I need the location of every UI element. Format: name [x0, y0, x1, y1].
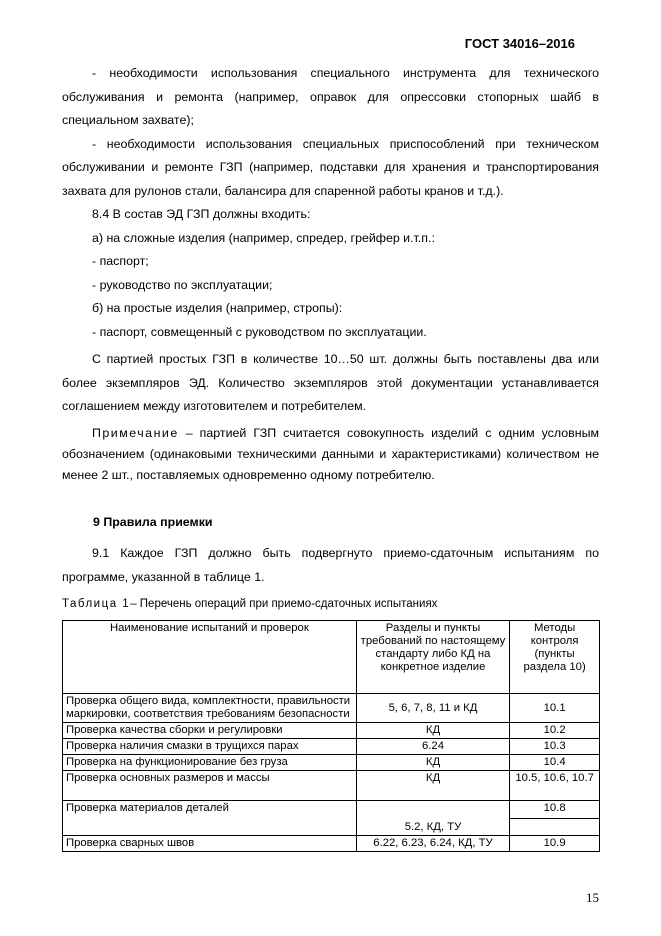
paragraph: 8.4 В состав ЭД ГЗП должны входить: — [92, 207, 311, 221]
cell-methods: 10.3 — [510, 739, 600, 755]
cell-name: Проверка материалов деталей — [63, 801, 357, 836]
cell-sections: КД — [356, 771, 509, 801]
table-row — [63, 771, 600, 801]
body-text-block-2 — [62, 542, 599, 589]
cell-sections: 5, 6, 7, 8, 11 и КД — [356, 694, 509, 723]
cell-sections: КД — [356, 755, 509, 771]
table-row — [63, 739, 600, 755]
cell-sections: 6.22, 6.23, 6.24, КД, ТУ — [356, 836, 509, 852]
body-text-block-1 — [62, 62, 599, 486]
header-cell-methods: Методы контроля (пункты раздела 10) — [510, 621, 600, 694]
paragraph: - необходимости использования специальных приспособлений при техническом обслуживании и ремонте ГЗП (например, подставки для хранения и транспортирования захвата для рулонов стали, балансира для спаренной работы кранов и т.д.). — [62, 136, 599, 198]
cell-methods: 10.1 — [510, 694, 600, 723]
note-text: – партией ГЗП считается совокупность изделий с одним условным обозначением (одинаковыми техническими данными и характеристиками) количеством не менее 2 шт., поставляемых одновременно одному потребителю. — [62, 425, 599, 482]
table-row — [63, 694, 600, 723]
table-caption-text: – Перечень операций при приемо-сдаточных испытаниях — [130, 598, 438, 610]
paragraph: С партией простых ГЗП в количестве 10…50 шт. должны быть поставлены два или более экземпляров ЭД. Количество экземпляров этой документации устанавливается соглашением между изготовителем и потребителем. — [62, 352, 599, 413]
paragraph: 9.1 Каждое ГЗП должно быть подвергнуто приемо-сдаточным испытаниям по программе, указанной в таблице 1. — [62, 546, 599, 584]
cell-methods-empty — [510, 819, 600, 836]
paragraph: а) на сложные изделия (например, спредер, грейфер и.т.п.: — [92, 230, 435, 245]
cell-name: Проверка качества сборки и регулировки — [63, 723, 357, 739]
cell-methods: 10.4 — [510, 755, 600, 771]
page-number: 15 — [586, 890, 599, 905]
cell-sections: КД — [356, 723, 509, 739]
cell-methods: 10.5, 10.6, 10.7 — [510, 771, 600, 801]
cell-methods: 10.8 — [510, 801, 600, 819]
note-label: Примечание — [92, 425, 179, 440]
paragraph: б) на простые изделия (например, стропы): — [92, 301, 343, 315]
cell-methods: 10.9 — [510, 836, 600, 852]
cell-sections: 5.2, КД, ТУ — [356, 801, 509, 836]
cell-name: Проверка на функционирование без груза — [63, 755, 357, 771]
cell-name: Проверка основных размеров и массы — [63, 771, 357, 801]
table-row — [63, 723, 600, 739]
document-header: ГОСТ 34016–2016 — [464, 36, 575, 51]
cell-methods: 10.2 — [510, 723, 600, 739]
note-paragraph — [62, 423, 599, 486]
cell-name: Проверка сварных швов — [63, 836, 357, 852]
table-header-row — [63, 621, 600, 694]
section-heading: 9 Правила приемки — [93, 515, 213, 529]
cell-sections: 6.24 — [356, 739, 509, 755]
cell-name: Проверка общего вида, комплектности, правильности маркировки, соответствия требованиям безопасности — [63, 694, 357, 723]
paragraph: - необходимости использования специального инструмента для технического обслуживания и ремонта (например, оправок для опрессовки стопорных шайб в специальном захвате); — [62, 66, 599, 127]
header-cell-sections: Разделы и пункты требований по настоящему стандарту либо КД на конкретное изделие — [356, 621, 509, 694]
paragraph: - паспорт, совмещенный с руководством по эксплуатации. — [92, 324, 427, 339]
paragraph: - руководство по эксплуатации; — [92, 277, 273, 292]
table-row — [63, 836, 600, 852]
header-cell-name: Наименование испытаний и проверок — [63, 621, 357, 694]
table-row — [63, 755, 600, 771]
operations-table — [62, 620, 600, 852]
paragraph: - паспорт; — [92, 254, 149, 268]
table-row — [63, 801, 600, 819]
cell-name: Проверка наличия смазки в трущихся парах — [63, 739, 357, 755]
table-caption-label: Таблица 1 — [62, 598, 131, 610]
table-caption — [62, 598, 437, 610]
